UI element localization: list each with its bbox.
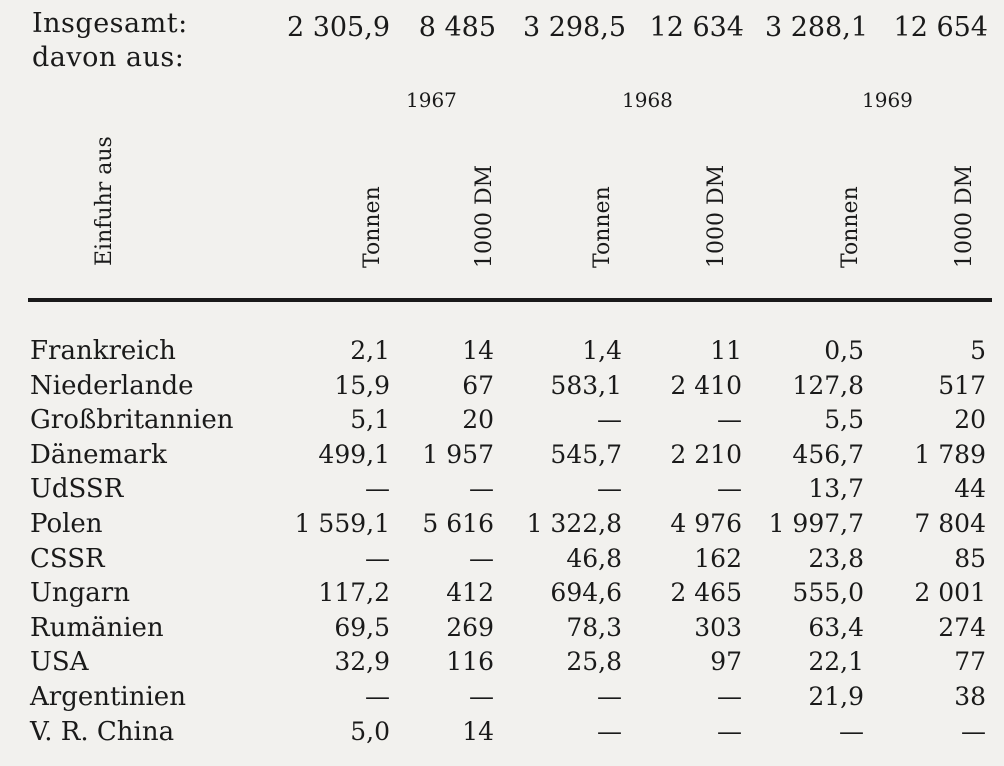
cell-1969-dm: 44: [954, 474, 986, 504]
davon-label: davon aus:: [32, 42, 185, 73]
cell-1967-dm: 269: [446, 612, 494, 642]
cell-1969-tonnen: 63,4: [808, 612, 864, 642]
country-name: USA: [30, 647, 89, 678]
cell-1969-tonnen: —: [839, 716, 864, 746]
cell-1967-dm: 14: [462, 336, 494, 365]
cell-1969-dm: 38: [954, 682, 986, 711]
cell-1967-dm: —: [469, 474, 494, 504]
cell-1967-tonnen: 2,1: [350, 336, 390, 365]
cell-1968-tonnen: 1 322,8: [526, 509, 622, 538]
cell-1967-tonnen: 15,9: [334, 370, 390, 400]
table-row: [0, 371, 1004, 407]
total-1967-tonnen: 2 305,9: [286, 12, 390, 43]
cell-1969-dm: 77: [954, 647, 986, 677]
cell-1969-dm: 274: [938, 612, 986, 642]
col-1968-dm: 1000 DM: [704, 164, 729, 268]
total-1968-dm: 12 634: [649, 12, 744, 43]
cell-1968-tonnen: 583,1: [550, 370, 622, 400]
col-1969-dm: 1000 DM: [952, 164, 977, 268]
table-row: [0, 647, 1004, 683]
cell-1967-dm: 14: [462, 716, 494, 746]
cell-1969-tonnen: 21,9: [808, 682, 864, 711]
cell-1969-tonnen: 23,8: [808, 543, 864, 573]
cell-1967-tonnen: —: [365, 474, 390, 504]
cell-1967-dm: 412: [446, 578, 494, 608]
col-1968-tonnen: Tonnen: [590, 186, 615, 268]
cell-1969-dm: 1 789: [914, 439, 986, 469]
table-row: [0, 682, 1004, 718]
cell-1968-tonnen: —: [597, 474, 622, 504]
cell-1967-tonnen: —: [365, 682, 390, 711]
col-1967-tonnen: Tonnen: [360, 186, 385, 268]
cell-1968-dm: 97: [710, 647, 742, 677]
cell-1968-tonnen: 545,7: [550, 439, 622, 469]
cell-1969-dm: 85: [954, 543, 986, 573]
cell-1967-tonnen: 69,5: [334, 612, 390, 642]
country-name: Polen: [30, 509, 103, 539]
cell-1968-dm: 162: [694, 543, 742, 573]
cell-1968-tonnen: —: [597, 682, 622, 711]
table-row: [0, 578, 1004, 614]
col-1967-dm: 1000 DM: [472, 164, 497, 268]
country-name: UdSSR: [30, 474, 124, 505]
cell-1968-dm: —: [717, 682, 742, 711]
cell-1968-dm: —: [717, 474, 742, 504]
cell-1969-tonnen: 13,7: [808, 474, 864, 504]
country-name: Ungarn: [30, 578, 130, 609]
country-name: V. R. China: [30, 716, 175, 747]
cell-1968-dm: 2 410: [670, 370, 742, 400]
table-row: [0, 509, 1004, 545]
year-1967: 1967: [406, 88, 457, 112]
cell-1969-dm: 20: [954, 405, 986, 435]
cell-1969-dm: 5: [970, 336, 986, 365]
table-row: [0, 474, 1004, 510]
cell-1969-tonnen: 5,5: [824, 405, 864, 435]
cell-1968-tonnen: —: [597, 716, 622, 746]
cell-1968-dm: 303: [694, 612, 742, 642]
table-row: [0, 405, 1004, 441]
cell-1967-tonnen: 117,2: [318, 578, 390, 608]
cell-1969-tonnen: 22,1: [808, 647, 864, 677]
year-1968: 1968: [622, 88, 673, 112]
cell-1967-tonnen: 5,0: [350, 716, 390, 746]
cell-1967-tonnen: —: [365, 543, 390, 573]
cell-1969-tonnen: 127,8: [792, 370, 864, 400]
cell-1968-dm: 4 976: [670, 509, 742, 538]
cell-1967-dm: 20: [462, 405, 494, 435]
cell-1968-dm: 11: [710, 336, 742, 365]
cell-1969-dm: —: [961, 716, 986, 746]
year-1969: 1969: [862, 88, 913, 112]
cell-1968-dm: 2 210: [670, 439, 742, 469]
cell-1969-dm: 7 804: [914, 509, 986, 538]
cell-1968-tonnen: 46,8: [566, 543, 622, 573]
header-rule: [28, 298, 992, 302]
country-name: Großbritannien: [30, 405, 234, 436]
total-1967-dm: 8 485: [418, 12, 496, 43]
cell-1968-tonnen: 694,6: [550, 578, 622, 608]
cell-1969-tonnen: 0,5: [824, 336, 864, 365]
col-1969-tonnen: Tonnen: [838, 186, 863, 268]
table-row: [0, 717, 1004, 753]
table-row: [0, 544, 1004, 580]
cell-1969-tonnen: 555,0: [792, 578, 864, 608]
cell-1967-tonnen: 499,1: [318, 439, 390, 469]
cell-1967-dm: —: [469, 543, 494, 573]
table-row: [0, 336, 1004, 372]
total-1969-tonnen: 3 288,1: [764, 12, 868, 43]
cell-1968-tonnen: 78,3: [566, 612, 622, 642]
totals-label: Insgesamt:: [32, 8, 188, 39]
cell-1969-dm: 517: [938, 370, 986, 400]
country-name: Niederlande: [30, 370, 194, 401]
cell-1968-tonnen: —: [597, 405, 622, 435]
cell-1968-dm: —: [717, 716, 742, 746]
cell-1967-dm: 1 957: [422, 439, 494, 469]
cell-1967-tonnen: 5,1: [350, 405, 390, 435]
country-name: Argentinien: [30, 682, 186, 712]
table-row: [0, 613, 1004, 649]
cell-1968-dm: —: [717, 405, 742, 435]
row-header-einfuhr: Einfuhr aus: [92, 136, 117, 266]
cell-1967-dm: 5 616: [422, 509, 494, 538]
country-name: Frankreich: [30, 336, 176, 366]
cell-1967-tonnen: 32,9: [334, 647, 390, 677]
country-name: CSSR: [30, 543, 105, 574]
cell-1969-tonnen: 1 997,7: [768, 509, 864, 538]
country-name: Rumänien: [30, 612, 164, 643]
cell-1967-dm: 116: [446, 647, 494, 677]
total-1968-tonnen: 3 298,5: [522, 12, 626, 43]
cell-1968-tonnen: 1,4: [582, 336, 622, 365]
total-1969-dm: 12 654: [893, 12, 988, 43]
cell-1968-dm: 2 465: [670, 578, 742, 608]
cell-1969-tonnen: 456,7: [792, 439, 864, 469]
table-row: [0, 440, 1004, 476]
country-name: Dänemark: [30, 439, 167, 470]
cell-1967-dm: 67: [462, 370, 494, 400]
cell-1969-dm: 2 001: [914, 578, 986, 608]
cell-1968-tonnen: 25,8: [566, 647, 622, 677]
cell-1967-dm: —: [469, 682, 494, 711]
cell-1967-tonnen: 1 559,1: [294, 509, 390, 538]
